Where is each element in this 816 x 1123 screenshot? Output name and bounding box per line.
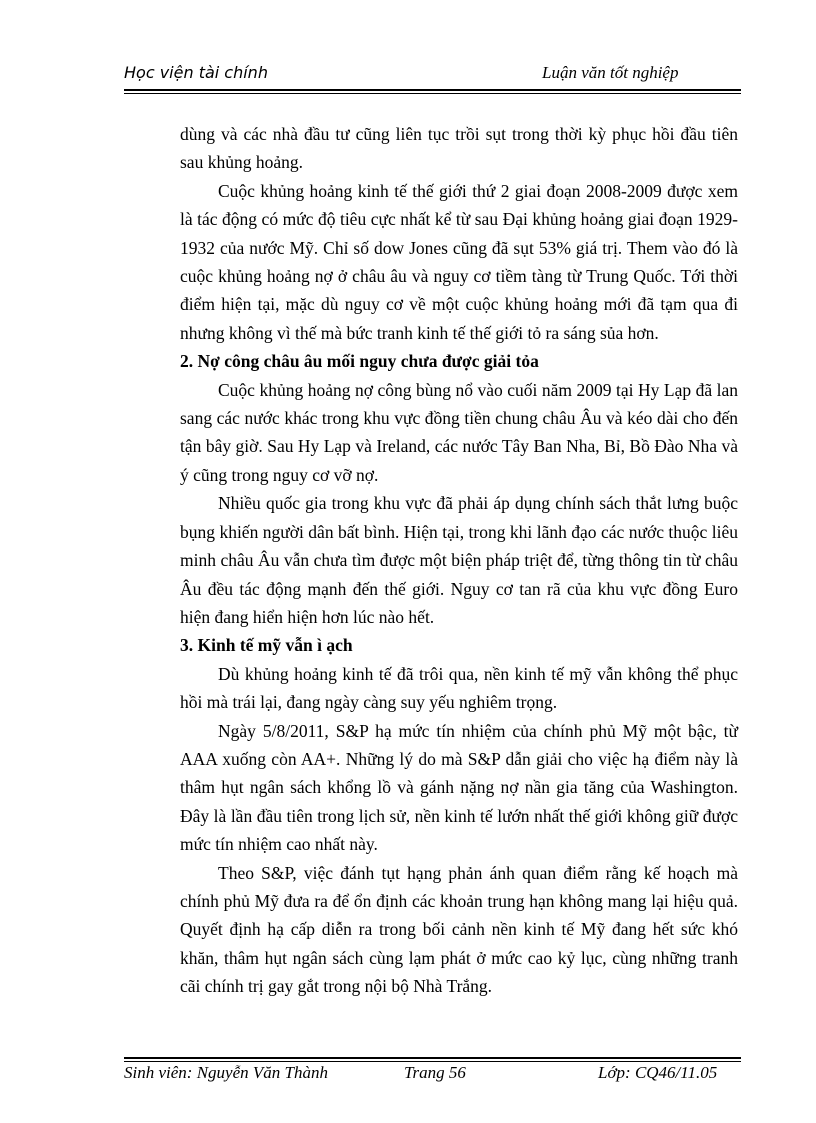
paragraph-continuation: dùng và các nhà đầu tư cũng liên tục trồi sụt trong thời kỳ phục hồi đầu tiên sau khủng hoảng. <box>180 124 738 173</box>
footer-rule <box>124 1057 741 1059</box>
paragraph-debt-crisis: Cuộc khủng hoảng nợ công bùng nổ vào cuối năm 2009 tại Hy Lạp đã lan sang các nước khác trong khu vực đồng tiền chung châu Âu và kéo dài cho đến tận bây giờ. Sau Hy Lạp và Ireland, các nước Tây Ban Nha, Bỉ, Bồ Đào Nha và ý cũng trong nguy cơ vỡ nợ. <box>180 379 738 485</box>
section-heading-2: 2. Nợ công châu âu mối nguy chưa được giải tỏa <box>180 351 539 372</box>
header-rule <box>124 89 741 94</box>
footer-class: Lớp: CQ46/11.05 <box>598 1063 718 1082</box>
header-institution: Học viện tài chính <box>124 63 268 82</box>
paragraph-sp-downgrade: Ngày 5/8/2011, S&P hạ mức tín nhiệm của chính phủ Mỹ một bậc, từ AAA xuống còn AA+. Những lý do mà S&P dẫn giải cho việc hạ điểm này là thâm hụt ngân sách khổng lồ và gánh nặng nợ nần gia tăng của Washington. Đây là lần đầu tiên trong lịch sử, nền kinh tế lướn nhất thế giới không giữ được mức tín nhiệm cao nhất này. <box>180 720 738 855</box>
paragraph-crisis: Cuộc khủng hoảng kinh tế thế giới thứ 2 giai đoạn 2008-2009 được xem là tác động có mức độ tiêu cực nhất kể từ sau Đại khủng hoảng giai đoạn 1929-1932 của nước Mỹ. Chỉ số dow Jones cũng đã sụt 53% giá trị. Them vào đó là cuộc khủng hoảng nợ ở châu âu và nguy cơ tiềm tàng từ Trung Quốc. Tới thời điểm hiện tại, mặc dù nguy cơ về một cuộc khủng hoảng mới đã tạm qua đi nhưng không vì thế mà bức tranh kinh tế thế giới tỏ ra sáng sủa hơn. <box>180 180 738 343</box>
document-body <box>180 120 738 1001</box>
footer-page-number: Trang 56 <box>404 1063 466 1082</box>
paragraph-sp-view: Theo S&P, việc đánh tụt hạng phản ánh quan điểm rằng kế hoạch mà chính phủ Mỹ đưa ra để ổn định các khoản trung hạn không mang lại hiệu quả. Quyết định hạ cấp diễn ra trong bối cảnh nền kinh tế Mỹ đang hết sức khó khăn, thâm hụt ngân sách cùng lạm phát ở mức cao kỷ lục, cùng những tranh cãi chính trị gay gắt trong nội bộ Nhà Trắng. <box>180 862 738 997</box>
section-heading-3: 3. Kinh tế mỹ vẫn ì ạch <box>180 635 353 656</box>
paragraph-austerity: Nhiều quốc gia trong khu vực đã phải áp dụng chính sách thắt lưng buộc bụng khiến người dân bất bình. Hiện tại, trong khi lãnh đạo các nước thuộc liêu minh châu Âu vẫn chưa tìm được một biện pháp triệt để, từng thông tin từ châu Âu đều tác động mạnh đến thế giới. Nguy cơ tan rã của khu vực đồng Euro hiện đang hiển hiện hơn lúc nào hết. <box>180 493 738 627</box>
paragraph-us-economy: Dù khủng hoảng kinh tế đã trôi qua, nền kinh tế mỹ vẫn không thể phục hồi mà trái lại, đang ngày càng suy yếu nghiêm trọng. <box>180 663 738 713</box>
footer-student: Sinh viên: Nguyễn Văn Thành <box>124 1063 328 1082</box>
header-doc-type: Luận văn tốt nghiệp <box>542 63 679 82</box>
